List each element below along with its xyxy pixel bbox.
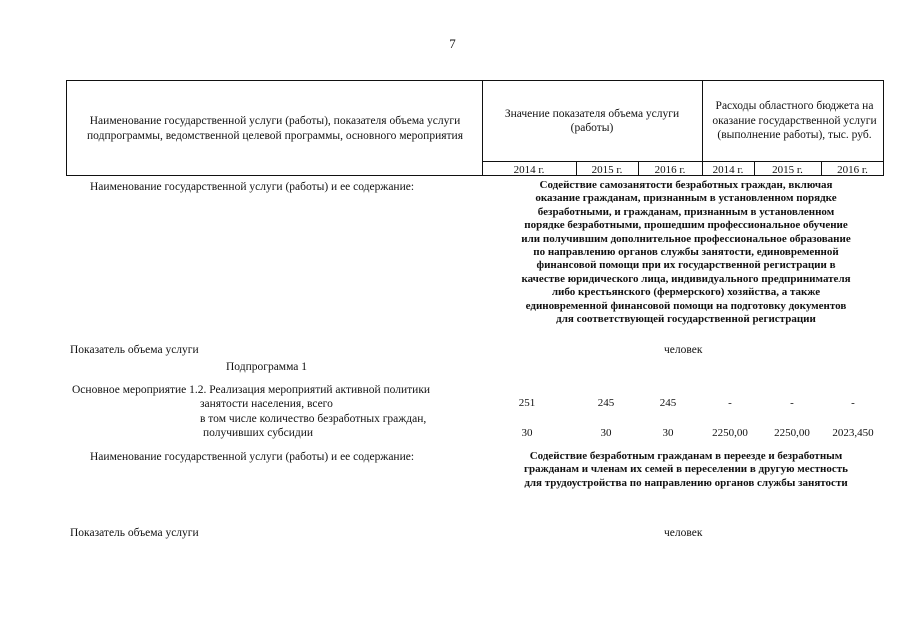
main-activity-label — [72, 383, 430, 412]
service-content-line: гражданам и членам их семей в переселении в другую местность — [524, 463, 848, 476]
service-content-line: единовременной финансовой помощи на подготовку документов — [525, 299, 847, 312]
year-header: 2014 г. — [712, 163, 744, 176]
indicator-unit: человек — [664, 344, 703, 356]
expense-2015: - — [790, 397, 794, 409]
service-content-line: для соответствующей государственной регистрации — [556, 313, 816, 326]
indicator-label: Показатель объема услуги — [70, 527, 199, 539]
indicator-unit: человек — [664, 527, 703, 539]
service-name-label: Наименование государственной услуги (работы) и ее содержание: — [90, 181, 415, 193]
service-content-line: финансовой помощи при их государственной регистрации в — [536, 259, 836, 272]
main-activity-label-line: занятости населения, всего — [200, 398, 333, 411]
value-2015: 245 — [597, 397, 615, 409]
year-header: 2014 г. — [513, 163, 545, 176]
expense-2014: - — [728, 397, 732, 409]
service-content-line: качестве юридического лица, индивидуального предпринимателя — [521, 272, 851, 285]
service-content-line: для трудоустройства по направлению органов службы занятости — [524, 476, 848, 489]
subsidy-recipients-label — [200, 412, 426, 441]
service-content — [480, 179, 892, 326]
main-activity-label-line: Основное мероприятие 1.2. Реализация мероприятий активной политики — [72, 384, 431, 396]
value-2016: 30 — [662, 427, 674, 439]
value-2016: 245 — [659, 397, 677, 409]
service-content — [480, 450, 892, 490]
page-number: 7 — [449, 36, 456, 51]
service-content-line: оказание гражданам, признанным в установленном порядке — [535, 192, 837, 205]
year-header: 2016 г. — [837, 163, 868, 176]
service-content-line: Содействие безработным гражданам в переезде и безработным — [529, 450, 843, 462]
subsidy-recipients-label-line: получивших субсидии — [203, 427, 314, 440]
expense-2015: 2250,00 — [774, 427, 810, 439]
year-header: 2015 г. — [591, 163, 623, 176]
header-table — [66, 80, 884, 176]
value-2014: 30 — [521, 427, 533, 439]
value-2014: 251 — [518, 397, 536, 409]
expense-2014: 2250,00 — [712, 427, 748, 439]
header-col-indicator-value: Значение показателя объема услуги (работы) — [504, 107, 680, 134]
service-content-line: безработными, и гражданам, признанным в установленном — [537, 205, 835, 218]
service-content-line: по направлению органов службы занятости, единовременной — [533, 246, 839, 259]
header-col-expenses: Расходы областного бюджета на оказание государственной услуги (выполнение работы), тыс. руб. — [712, 100, 877, 142]
service-content-line: или получившим дополнительное профессиональное образование — [521, 232, 851, 245]
service-content-line: либо крестьянского (фермерского) хозяйства, а также — [551, 286, 821, 299]
subsidy-recipients-label-line: в том числе количество безработных граждан, — [200, 413, 427, 425]
year-header: 2015 г. — [772, 163, 803, 176]
service-content-line: порядке безработными, прошедшим профессиональное обучение — [524, 219, 848, 232]
indicator-label: Показатель объема услуги — [70, 344, 199, 356]
service-name-label: Наименование государственной услуги (работы) и ее содержание: — [90, 451, 415, 463]
expense-2016: - — [851, 397, 855, 409]
expense-2016: 2023,450 — [832, 427, 874, 439]
subprogram-title: Подпрограмма 1 — [226, 361, 308, 373]
header-col-name: Наименование государственной услуги (работы), показателя объема услуги подпрограммы, ведомственной целевой программы, основного мероприятия — [87, 115, 463, 142]
service-content-line: Содействие самозанятости безработных граждан, включая — [539, 179, 833, 191]
year-header: 2016 г. — [654, 163, 686, 176]
value-2015: 30 — [600, 427, 612, 439]
